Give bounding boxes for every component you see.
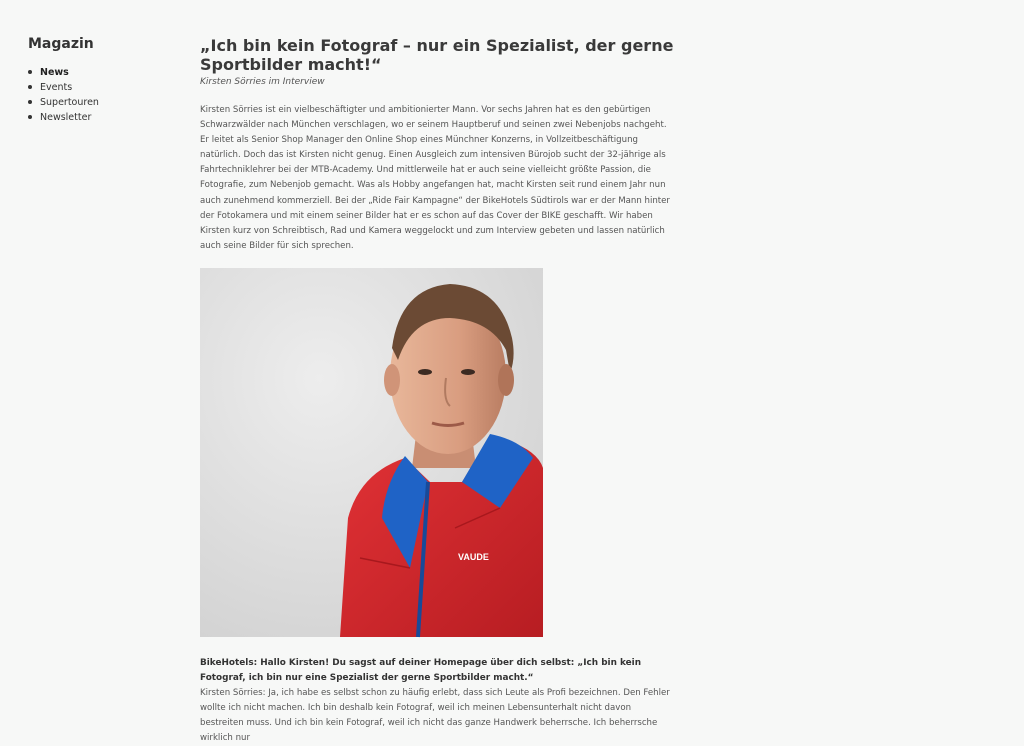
article-intro: Kirsten Sörries ist ein vielbeschäftigter und ambitionierter Mann. Vor sechs Jahren hat es den gebürtigen Schwarzwälder nach München verschlagen, wo er seinem Hauptberuf und seinen zwei Nebenjobs nachgeht. Er leitet als Senior Shop Manager den Online Shop eines Münchner Konzerns, in Vollzeitbeschäftigung natürlich. Doch das ist Kirsten nicht genug. Einen Ausgleich zum intensiven Bürojob sucht der 32-jährige als Fahrtechniklehrer bei der MTB-Academy. Und mittlerweile hat er auch seine vielleicht größte Passion, die Fotografie, zum Nebenjob gemacht. Was als Hobby angefangen hat, macht Kirsten seit rund einem Jahr nun auch zunehmend kommerziell. Bei der „Ride Fair Kampagne“ der BikeHotels Südtirols war er der Mann hinter der Fotokamera und mit einem seiner Bilder hat er es schon auf das Cover der BIKE geschafft. Wir haben Kirsten kurz von Schreibtisch, Rad und Kamera weggelockt und zum Interview gebeten und lassen natürlich auch seine Bilder für sich sprechen.	[200, 105, 670, 251]
portrait-ear-left	[384, 364, 400, 396]
sidebar	[28, 36, 168, 125]
portrait-ear-right	[498, 364, 514, 396]
sidebar-link-events[interactable]: Events	[40, 82, 73, 93]
portrait-eye-right	[461, 369, 475, 375]
portrait-eye-left	[418, 369, 432, 375]
portrait-jacket-logo: VAUDE	[458, 551, 489, 562]
sidebar-item-news[interactable]	[28, 65, 168, 80]
interview-answer: Kirsten Sörries: Ja, ich habe es selbst schon zu häufig erlebt, dass sich Leute als Profi bezeichnen. Den Fehler wollte ich nicht machen. Ich bin deshalb kein Fotograf, weil ich meinen Lebensunterhalt nicht davon bestreiten muss. Und ich bin kein Fotograf, weil ich nicht das ganze Handwerk beherrsche. Ich beherrsche wirklich nur	[200, 687, 670, 744]
sidebar-item-events[interactable]	[28, 80, 168, 95]
sidebar-link-newsletter[interactable]: Newsletter	[40, 112, 92, 123]
sidebar-item-newsletter[interactable]	[28, 110, 168, 125]
sidebar-link-supertouren[interactable]: Supertouren	[40, 97, 99, 108]
sidebar-link-news[interactable]: News	[40, 67, 69, 78]
sidebar-menu	[28, 65, 168, 125]
portrait-photo	[200, 268, 543, 637]
sidebar-title: Magazin	[28, 36, 94, 52]
article	[200, 36, 676, 746]
article-title: „Ich bin kein Fotograf – nur ein Spezialist, der gerne Sportbilder macht!“	[200, 36, 674, 74]
article-subtitle: Kirsten Sörries im Interview	[200, 77, 325, 87]
sidebar-item-supertouren[interactable]	[28, 95, 168, 110]
interview-question: BikeHotels: Hallo Kirsten! Du sagst auf deiner Homepage über dich selbst: „Ich bin kein Fotograf, ich bin nur eine Spezialist der gerne Sportbilder macht.“	[200, 657, 642, 683]
